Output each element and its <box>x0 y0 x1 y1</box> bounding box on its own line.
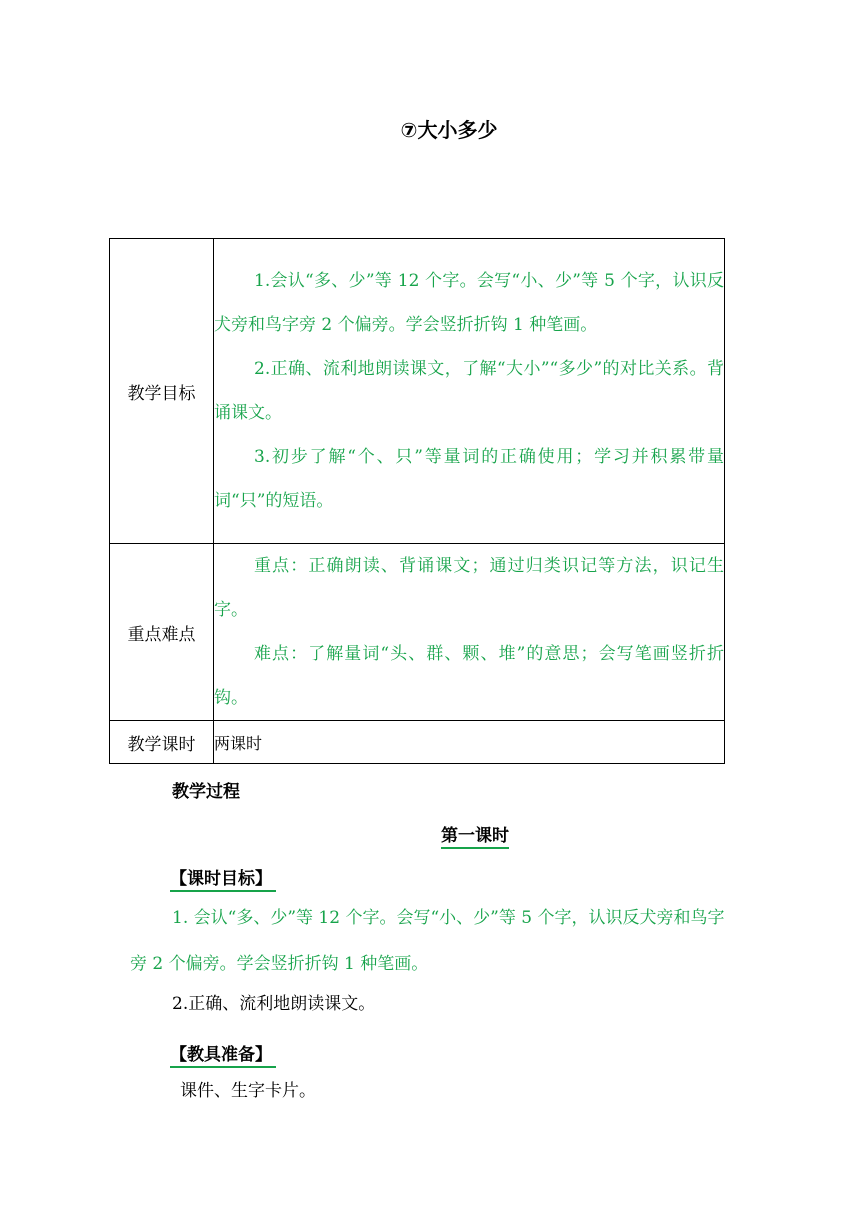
objectives-heading: 【课时目标】 <box>170 864 276 892</box>
table-row <box>110 239 725 544</box>
difficult-point: 难点：了解量词“头、群、颗、堆”的意思；会写笔画竖折折钩。 <box>214 644 724 708</box>
period-title: 第一课时 <box>441 821 509 849</box>
table-row <box>110 544 725 721</box>
goal-3: 3.初步了解“个、只”等量词的正确使用；学习并积累带量词“只”的短语。 <box>214 447 724 511</box>
row-label-goals: 教学目标 <box>110 239 214 544</box>
row-label-hours: 教学课时 <box>110 721 214 764</box>
page-title: ⑦大小多少 <box>400 118 498 142</box>
hours-value: 两课时 <box>214 721 725 764</box>
process-heading: 教学过程 <box>172 782 240 802</box>
materials-text: 课件、生字卡片。 <box>180 1081 316 1101</box>
goals-cell <box>214 239 725 544</box>
goal-2: 2.正确、流利地朗读课文，了解“大小”“多少”的对比关系。背诵课文。 <box>214 359 724 423</box>
materials-heading: 【教具准备】 <box>170 1040 276 1068</box>
objective-1: 1. 会认“多、少”等 12 个字。会写“小、少”等 5 个字，认识反犬旁和鸟字旁 2 个偏旁。学会竖折折钩 1 种笔画。 <box>130 908 725 974</box>
objective-2: 2.正确、流利地朗读课文。 <box>172 994 376 1014</box>
key-point: 重点：正确朗读、背诵课文；通过归类识记等方法，识记生字。 <box>214 556 724 620</box>
lesson-plan-table <box>109 238 725 764</box>
table-row <box>110 721 725 764</box>
row-label-key-points: 重点难点 <box>110 544 214 721</box>
key-points-cell <box>214 544 725 721</box>
goal-1: 1.会认“多、少”等 12 个字。会写“小、少”等 5 个字，认识反犬旁和鸟字旁 2 个偏旁。学会竖折折钩 1 种笔画。 <box>214 271 724 335</box>
